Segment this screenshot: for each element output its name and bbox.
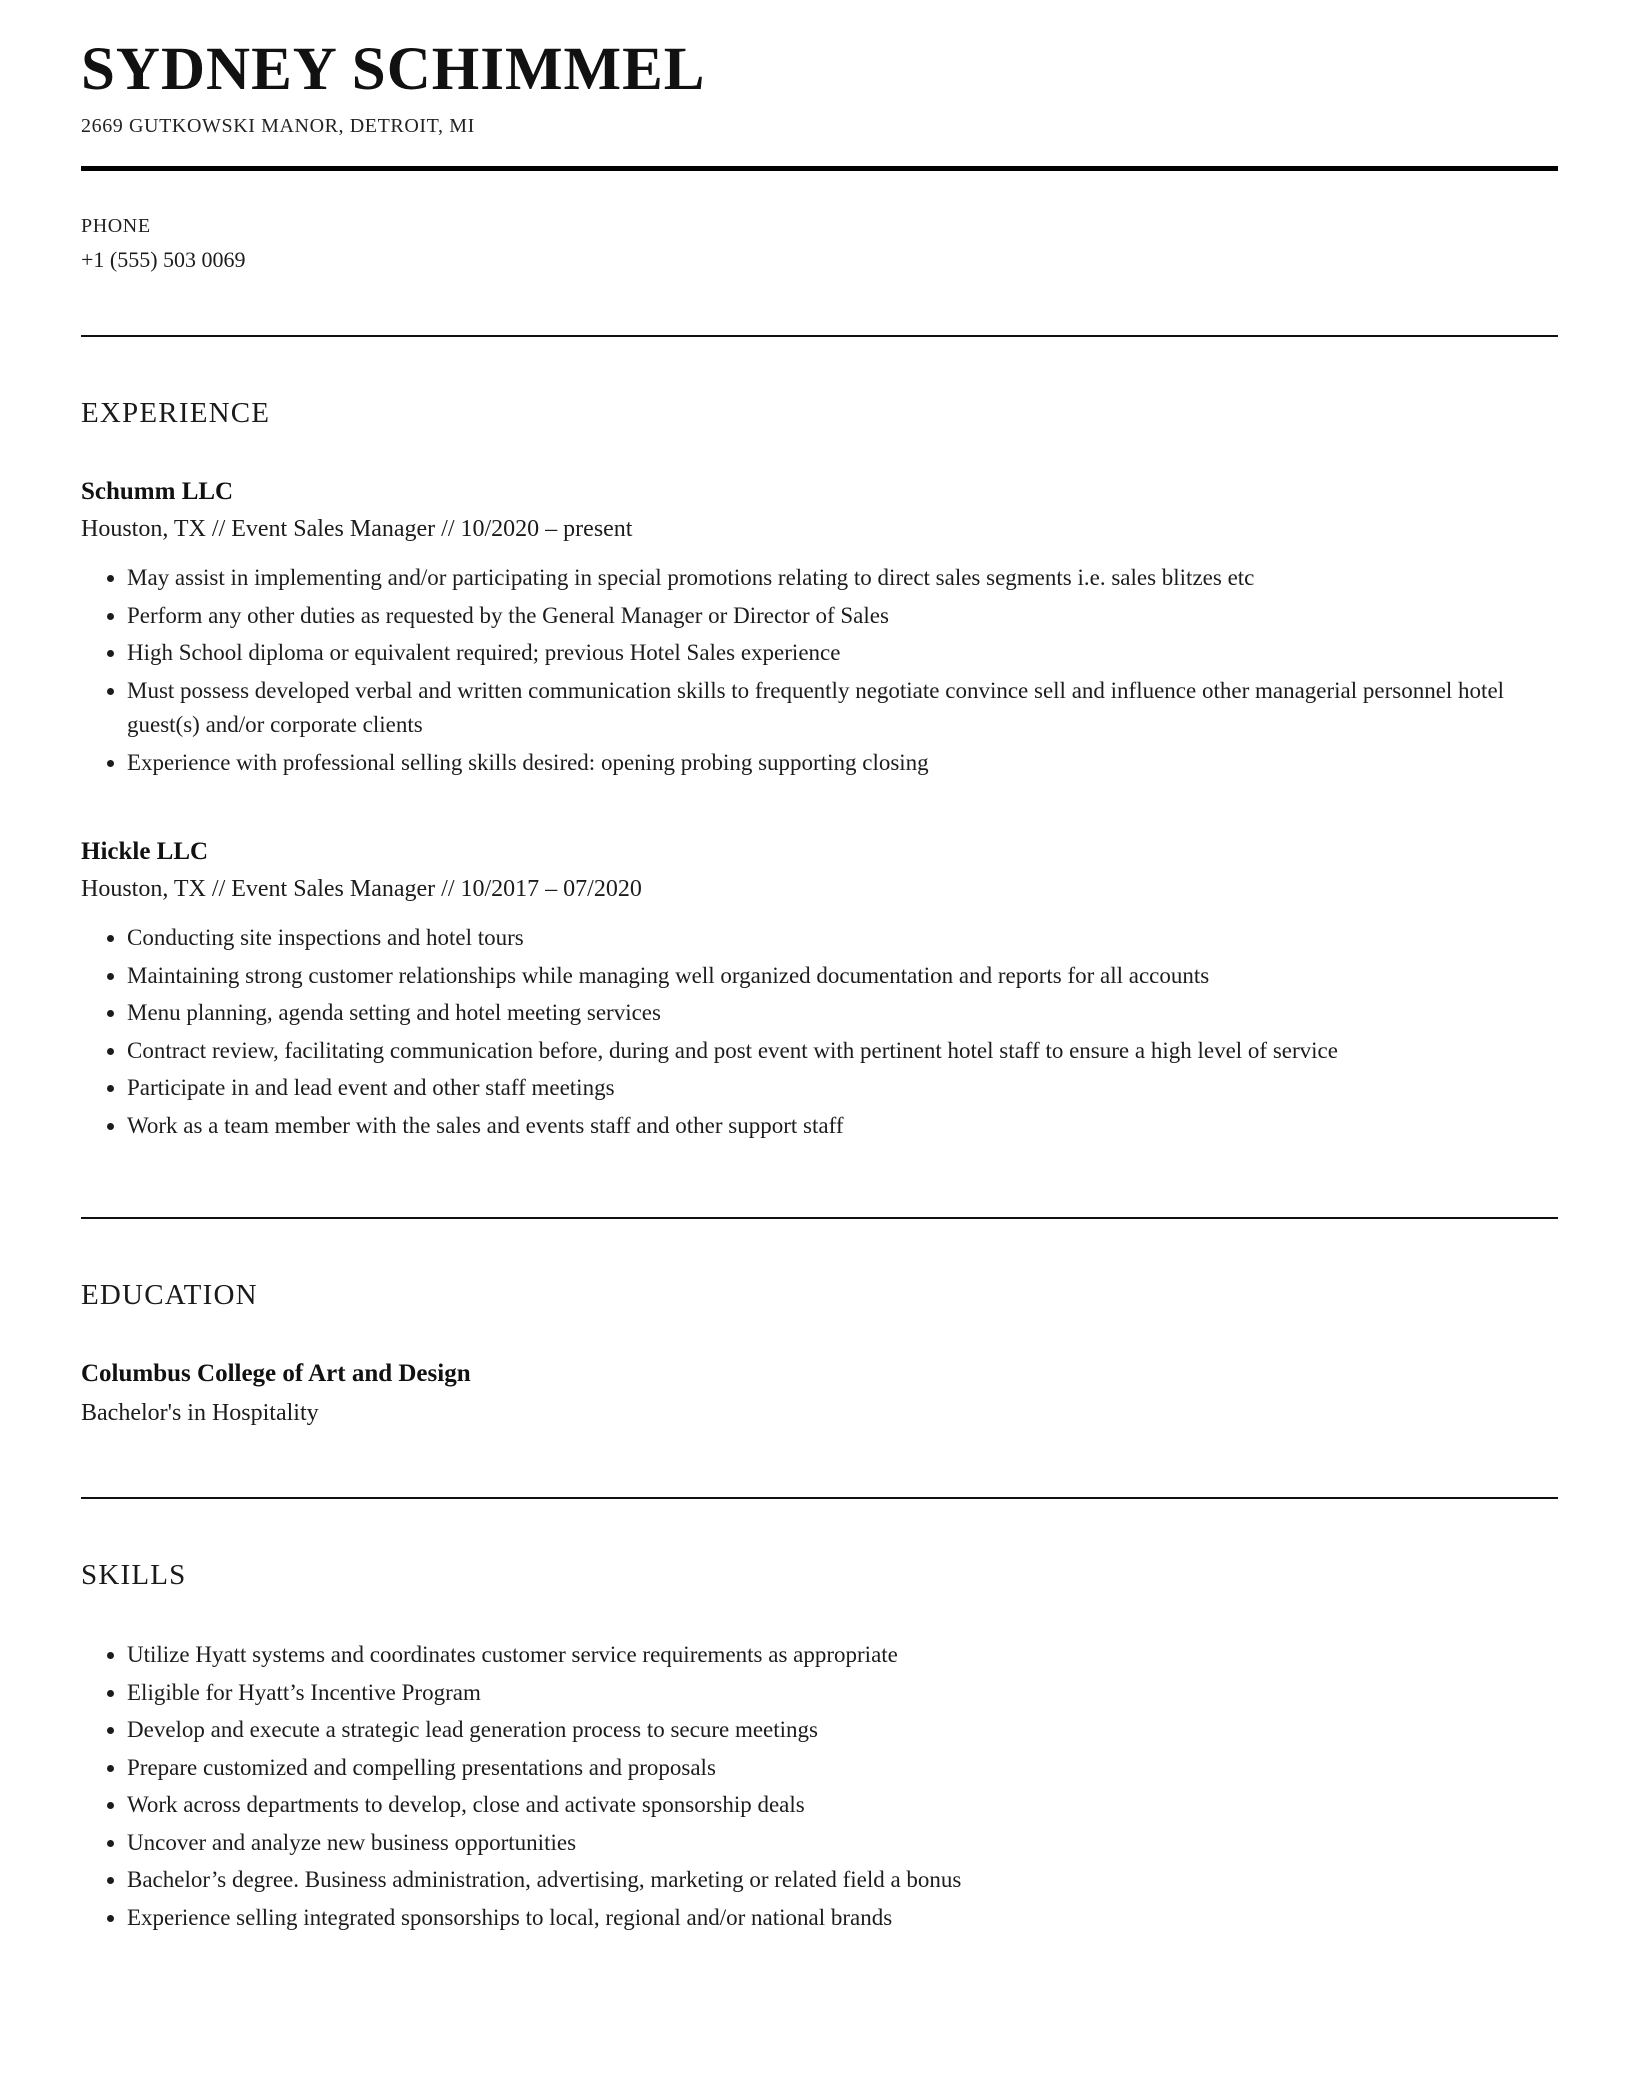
school-name: Columbus College of Art and Design <box>81 1360 471 1388</box>
bullet-item: • Eligible for Hyatt’s Incentive Program <box>127 1676 1558 1711</box>
bullet-item: • Uncover and analyze new business opportunities <box>127 1826 1558 1861</box>
company-name: Schumm LLC <box>81 478 234 506</box>
bullet-item: • Experience selling integrated sponsorships to local, regional and/or national brands <box>127 1901 1558 1936</box>
bullet-item: • Contract review, facilitating communication before, during and post event with pertinent hotel staff to ensure a high level of service <box>127 1034 1558 1069</box>
job-entry <box>81 838 1558 1143</box>
skills-heading: SKILLS <box>81 1559 187 1592</box>
bullet-item: • Experience with professional selling skills desired: opening probing supporting closing <box>127 746 1558 781</box>
job-bullet-list <box>81 561 1558 780</box>
phone-label: PHONE <box>81 215 151 238</box>
skills-section <box>81 1559 1558 1935</box>
contact-section <box>81 215 1558 273</box>
bullet-item: • Must possess developed verbal and written communication skills to frequently negotiate convince sell and influence other managerial personnel hotel guest(s) and/or corporate clients <box>127 674 1558 743</box>
candidate-name: SYDNEY SCHIMMEL <box>81 36 706 103</box>
education-divider <box>81 1497 1558 1499</box>
bullet-item: • May assist in implementing and/or participating in special promotions relating to direct sales segments i.e. sales blitzes etc <box>127 561 1558 596</box>
degree-name: Bachelor's in Hospitality <box>81 1400 319 1427</box>
resume-header <box>81 36 1558 138</box>
company-name: Hickle LLC <box>81 838 209 866</box>
job-meta: Houston, TX // Event Sales Manager // 10/2017 – 07/2020 <box>81 876 642 903</box>
phone-value: +1 (555) 503 0069 <box>81 247 246 273</box>
header-divider <box>81 166 1558 171</box>
contact-divider <box>81 335 1558 337</box>
bullet-item: • Participate in and lead event and other staff meetings <box>127 1071 1558 1106</box>
education-section <box>81 1279 1558 1427</box>
bullet-item: • Develop and execute a strategic lead generation process to secure meetings <box>127 1713 1558 1748</box>
candidate-address: 2669 GUTKOWSKI MANOR, DETROIT, MI <box>81 115 475 138</box>
education-heading: EDUCATION <box>81 1279 258 1312</box>
bullet-item: • Perform any other duties as requested by the General Manager or Director of Sales <box>127 599 1558 634</box>
job-meta: Houston, TX // Event Sales Manager // 10/2020 – present <box>81 516 633 543</box>
job-entry <box>81 478 1558 780</box>
bullet-item: • Work as a team member with the sales and events staff and other support staff <box>127 1109 1558 1144</box>
bullet-item: • Bachelor’s degree. Business administration, advertising, marketing or related field a bonus <box>127 1863 1558 1898</box>
job-bullet-list <box>81 921 1558 1143</box>
skills-bullet-list <box>81 1638 1558 1935</box>
bullet-item: • Utilize Hyatt systems and coordinates customer service requirements as appropriate <box>127 1638 1558 1673</box>
experience-section <box>81 397 1558 1143</box>
bullet-item: • Work across departments to develop, close and activate sponsorship deals <box>127 1788 1558 1823</box>
bullet-item: • Prepare customized and compelling presentations and proposals <box>127 1751 1558 1786</box>
experience-heading: EXPERIENCE <box>81 397 271 430</box>
bullet-item: • Conducting site inspections and hotel tours <box>127 921 1558 956</box>
bullet-item: • Maintaining strong customer relationships while managing well organized documentation and reports for all accounts <box>127 959 1558 994</box>
experience-divider <box>81 1217 1558 1219</box>
bullet-item: • High School diploma or equivalent required; previous Hotel Sales experience <box>127 636 1558 671</box>
bullet-item: • Menu planning, agenda setting and hotel meeting services <box>127 996 1558 1031</box>
